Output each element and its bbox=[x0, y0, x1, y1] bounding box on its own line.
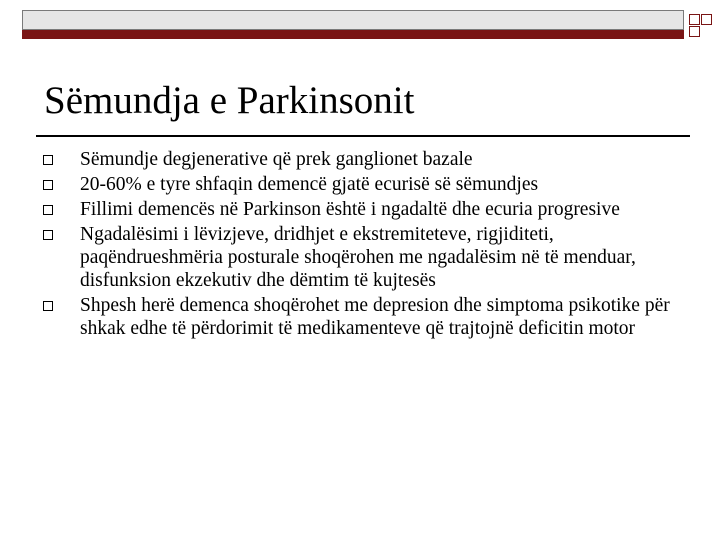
title-divider bbox=[36, 135, 690, 137]
bullet-list bbox=[40, 148, 680, 340]
header-accent-bar bbox=[22, 30, 684, 39]
corner-square-icon bbox=[689, 14, 700, 25]
hollow-square-bullet-icon bbox=[43, 230, 53, 240]
bullet-item bbox=[40, 198, 680, 221]
hollow-square-bullet-icon bbox=[43, 155, 53, 165]
bullet-text: Ngadalësimi i lëvizjeve, dridhjet e ekstremiteteve, rigjiditeti, paqëndrueshmëria posturale shoqërohen me ngadalësim në të menduar, disfunksion ekzekutiv dhe dëmtim të kujtesës bbox=[80, 224, 636, 291]
hollow-square-bullet-icon bbox=[43, 205, 53, 215]
bullet-item bbox=[40, 173, 680, 196]
slide-title: Sëmundja e Parkinsonit bbox=[44, 79, 415, 122]
corner-square-icon bbox=[701, 14, 712, 25]
bullet-text: Fillimi demencës në Parkinson është i ngadaltë dhe ecuria progresive bbox=[80, 199, 620, 220]
hollow-square-bullet-icon bbox=[43, 301, 53, 311]
bullet-text: Shpesh herë demenca shoqërohet me depresion dhe simptoma psikotike për shkak edhe të përdorimit të medikamenteve që trajtojnë deficitin motor bbox=[80, 295, 670, 339]
bullet-item bbox=[40, 223, 680, 292]
hollow-square-bullet-icon bbox=[43, 180, 53, 190]
bullet-item bbox=[40, 148, 680, 171]
bullet-text: 20-60% e tyre shfaqin demencë gjatë ecurisë së sëmundjes bbox=[80, 174, 539, 195]
bullet-item bbox=[40, 294, 680, 340]
corner-square-icon bbox=[689, 26, 700, 37]
bullet-text: Sëmundje degjenerative që prek ganglionet bazale bbox=[80, 149, 473, 170]
header-band bbox=[22, 10, 684, 30]
